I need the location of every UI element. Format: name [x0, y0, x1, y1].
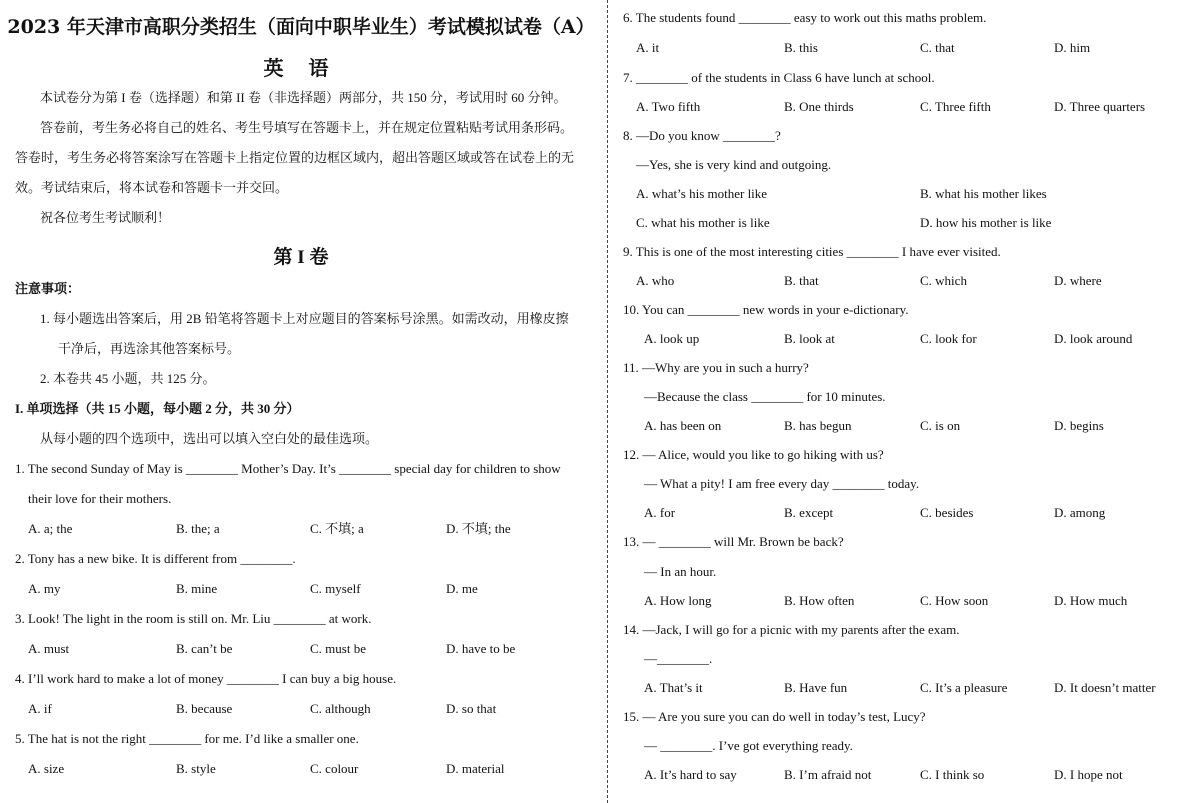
option: C. must be [310, 641, 366, 656]
exam-title: 2023 年天津市高职分类招生（面向中职毕业生）考试模拟试卷（A） [7, 16, 595, 38]
section-heading: I. 单项选择（共 15 小题，每小题 2 分，共 30 分） [15, 401, 300, 416]
option: A. who [636, 273, 675, 288]
question-stem: 11. —Why are you in such a hurry? [623, 360, 809, 375]
option: B. How often [784, 593, 855, 608]
option: C. is on [920, 418, 961, 433]
question-stem: — What a pity! I am free every day ________ today. [644, 476, 920, 491]
option: A. It’s hard to say [644, 767, 737, 782]
option: C. although [310, 701, 371, 716]
notes-heading: 注意事项： [15, 281, 81, 296]
question-stem: —________. [644, 651, 713, 666]
option: B. can’t be [176, 641, 233, 656]
option: C. It’s a pleasure [920, 680, 1008, 695]
option: D. how his mother is like [920, 215, 1052, 230]
question-stem: 5. The hat is not the right ________ for me. I’d like a smaller one. [15, 731, 359, 746]
option: D. 不填; the [446, 521, 511, 536]
option: A. That’s it [644, 680, 703, 695]
option: D. Three quarters [1054, 99, 1146, 114]
option: A. has been on [644, 418, 722, 433]
option: B. Have fun [784, 680, 848, 695]
option: D. among [1054, 505, 1106, 520]
column-divider [607, 0, 608, 803]
option: B. what his mother likes [920, 186, 1047, 201]
option: C. myself [310, 581, 361, 596]
subject-heading: 英 语 [263, 58, 339, 80]
option: D. material [446, 761, 505, 776]
option: C. look for [920, 331, 977, 346]
option: D. him [1054, 40, 1091, 55]
option: B. except [784, 505, 834, 520]
option: D. so that [446, 701, 497, 716]
option: C. 不填; a [310, 521, 364, 536]
option: A. must [28, 641, 70, 656]
option: B. I’m afraid not [784, 767, 872, 782]
option: B. mine [176, 581, 218, 596]
question-stem: 4. I’ll work hard to make a lot of money ________ I can buy a big house. [15, 671, 397, 686]
option: D. me [446, 581, 478, 596]
option: B. the; a [176, 521, 220, 536]
question-stem: 6. The students found ________ easy to work out this maths problem. [623, 10, 987, 25]
option: A. Two fifth [636, 99, 701, 114]
question-stem: 14. —Jack, I will go for a picnic with my parents after the exam. [623, 622, 960, 637]
option: B. look at [784, 331, 835, 346]
question-stem: — ________. I’ve got everything ready. [644, 738, 853, 753]
notes-item: 1. 每小题选出答案后，用 2B 铅笔将答题卡上对应题目的答案标号涂黑。如需改动，用橡皮擦 [40, 311, 569, 326]
option: A. size [28, 761, 65, 776]
question-stem: —Because the class ________ for 10 minutes. [644, 389, 886, 404]
option: D. where [1054, 273, 1102, 288]
option: D. I hope not [1054, 767, 1123, 782]
option: C. How soon [920, 593, 989, 608]
question-stem: 15. — Are you sure you can do well in today’s test, Lucy? [623, 709, 926, 724]
option: A. for [644, 505, 676, 520]
option: B. style [176, 761, 216, 776]
option: D. begins [1054, 418, 1104, 433]
option: B. that [784, 273, 819, 288]
question-stem: 12. — Alice, would you like to go hiking with us? [623, 447, 884, 462]
question-stem: 1. The second Sunday of May is ________ Mother’s Day. It’s ________ special day for children to show [15, 461, 561, 476]
section-instruction: 从每小题的四个选项中，选出可以填入空白处的最佳选项。 [40, 431, 379, 446]
option: D. have to be [446, 641, 516, 656]
question-stem: 10. You can ________ new words in your e-dictionary. [623, 302, 909, 317]
option: B. One thirds [784, 99, 854, 114]
option: A. what’s his mother like [636, 186, 768, 201]
option: C. that [920, 40, 955, 55]
question-stem: — In an hour. [644, 564, 717, 579]
option: D. How much [1054, 593, 1128, 608]
intro-line: 本试卷分为第 I 卷（选择题）和第 II 卷（非选择题）两部分，共 150 分，考试用时 60 分钟。 [40, 90, 567, 105]
option: C. what his mother is like [636, 215, 770, 230]
right-column [614, 0, 1197, 803]
option: A. a; the [28, 521, 73, 536]
option: C. I think so [920, 767, 985, 782]
option: B. has begun [784, 418, 852, 433]
notes-item: 2. 本卷共 45 小题，共 125 分。 [40, 371, 216, 386]
question-stem: their love for their mothers. [28, 491, 172, 506]
question-stem: 8. —Do you know ________? [623, 128, 781, 143]
intro-line: 效。考试结束后，将本试卷和答题卡一并交回。 [15, 180, 289, 195]
question-stem: 9. This is one of the most interesting cities ________ I have ever visited. [623, 244, 1001, 259]
question-stem: 13. — ________ will Mr. Brown be back? [623, 534, 844, 549]
intro-line: 答卷前，考生务必将自己的姓名、考生号填写在答题卡上，并在规定位置粘贴考试用条形码。 [40, 120, 574, 135]
option: A. my [28, 581, 61, 596]
question-stem: 7. ________ of the students in Class 6 have lunch at school. [623, 70, 935, 85]
notes-item: 干净后，再选涂其他答案标号。 [58, 341, 241, 356]
intro-line: 祝各位考生考试顺利！ [40, 210, 171, 225]
option: B. this [784, 40, 818, 55]
option: D. look around [1054, 331, 1133, 346]
intro-line: 答卷时，考生务必将答案涂写在答题卡上指定位置的边框区域内，超出答题区域或答在试卷上的无 [15, 150, 575, 165]
question-stem: 2. Tony has a new bike. It is different from ________. [15, 551, 296, 566]
option: C. Three fifth [920, 99, 991, 114]
option: C. colour [310, 761, 359, 776]
option: A. How long [644, 593, 712, 608]
option: D. It doesn’t matter [1054, 680, 1156, 695]
option: A. it [636, 40, 660, 55]
option: C. which [920, 273, 967, 288]
option: B. because [176, 701, 233, 716]
option: C. besides [920, 505, 974, 520]
option: A. if [28, 701, 52, 716]
volume-heading: 第 I 卷 [273, 247, 329, 268]
question-stem: 3. Look! The light in the room is still on. Mr. Liu ________ at work. [15, 611, 372, 626]
option: A. look up [644, 331, 700, 346]
question-stem: —Yes, she is very kind and outgoing. [636, 157, 832, 172]
